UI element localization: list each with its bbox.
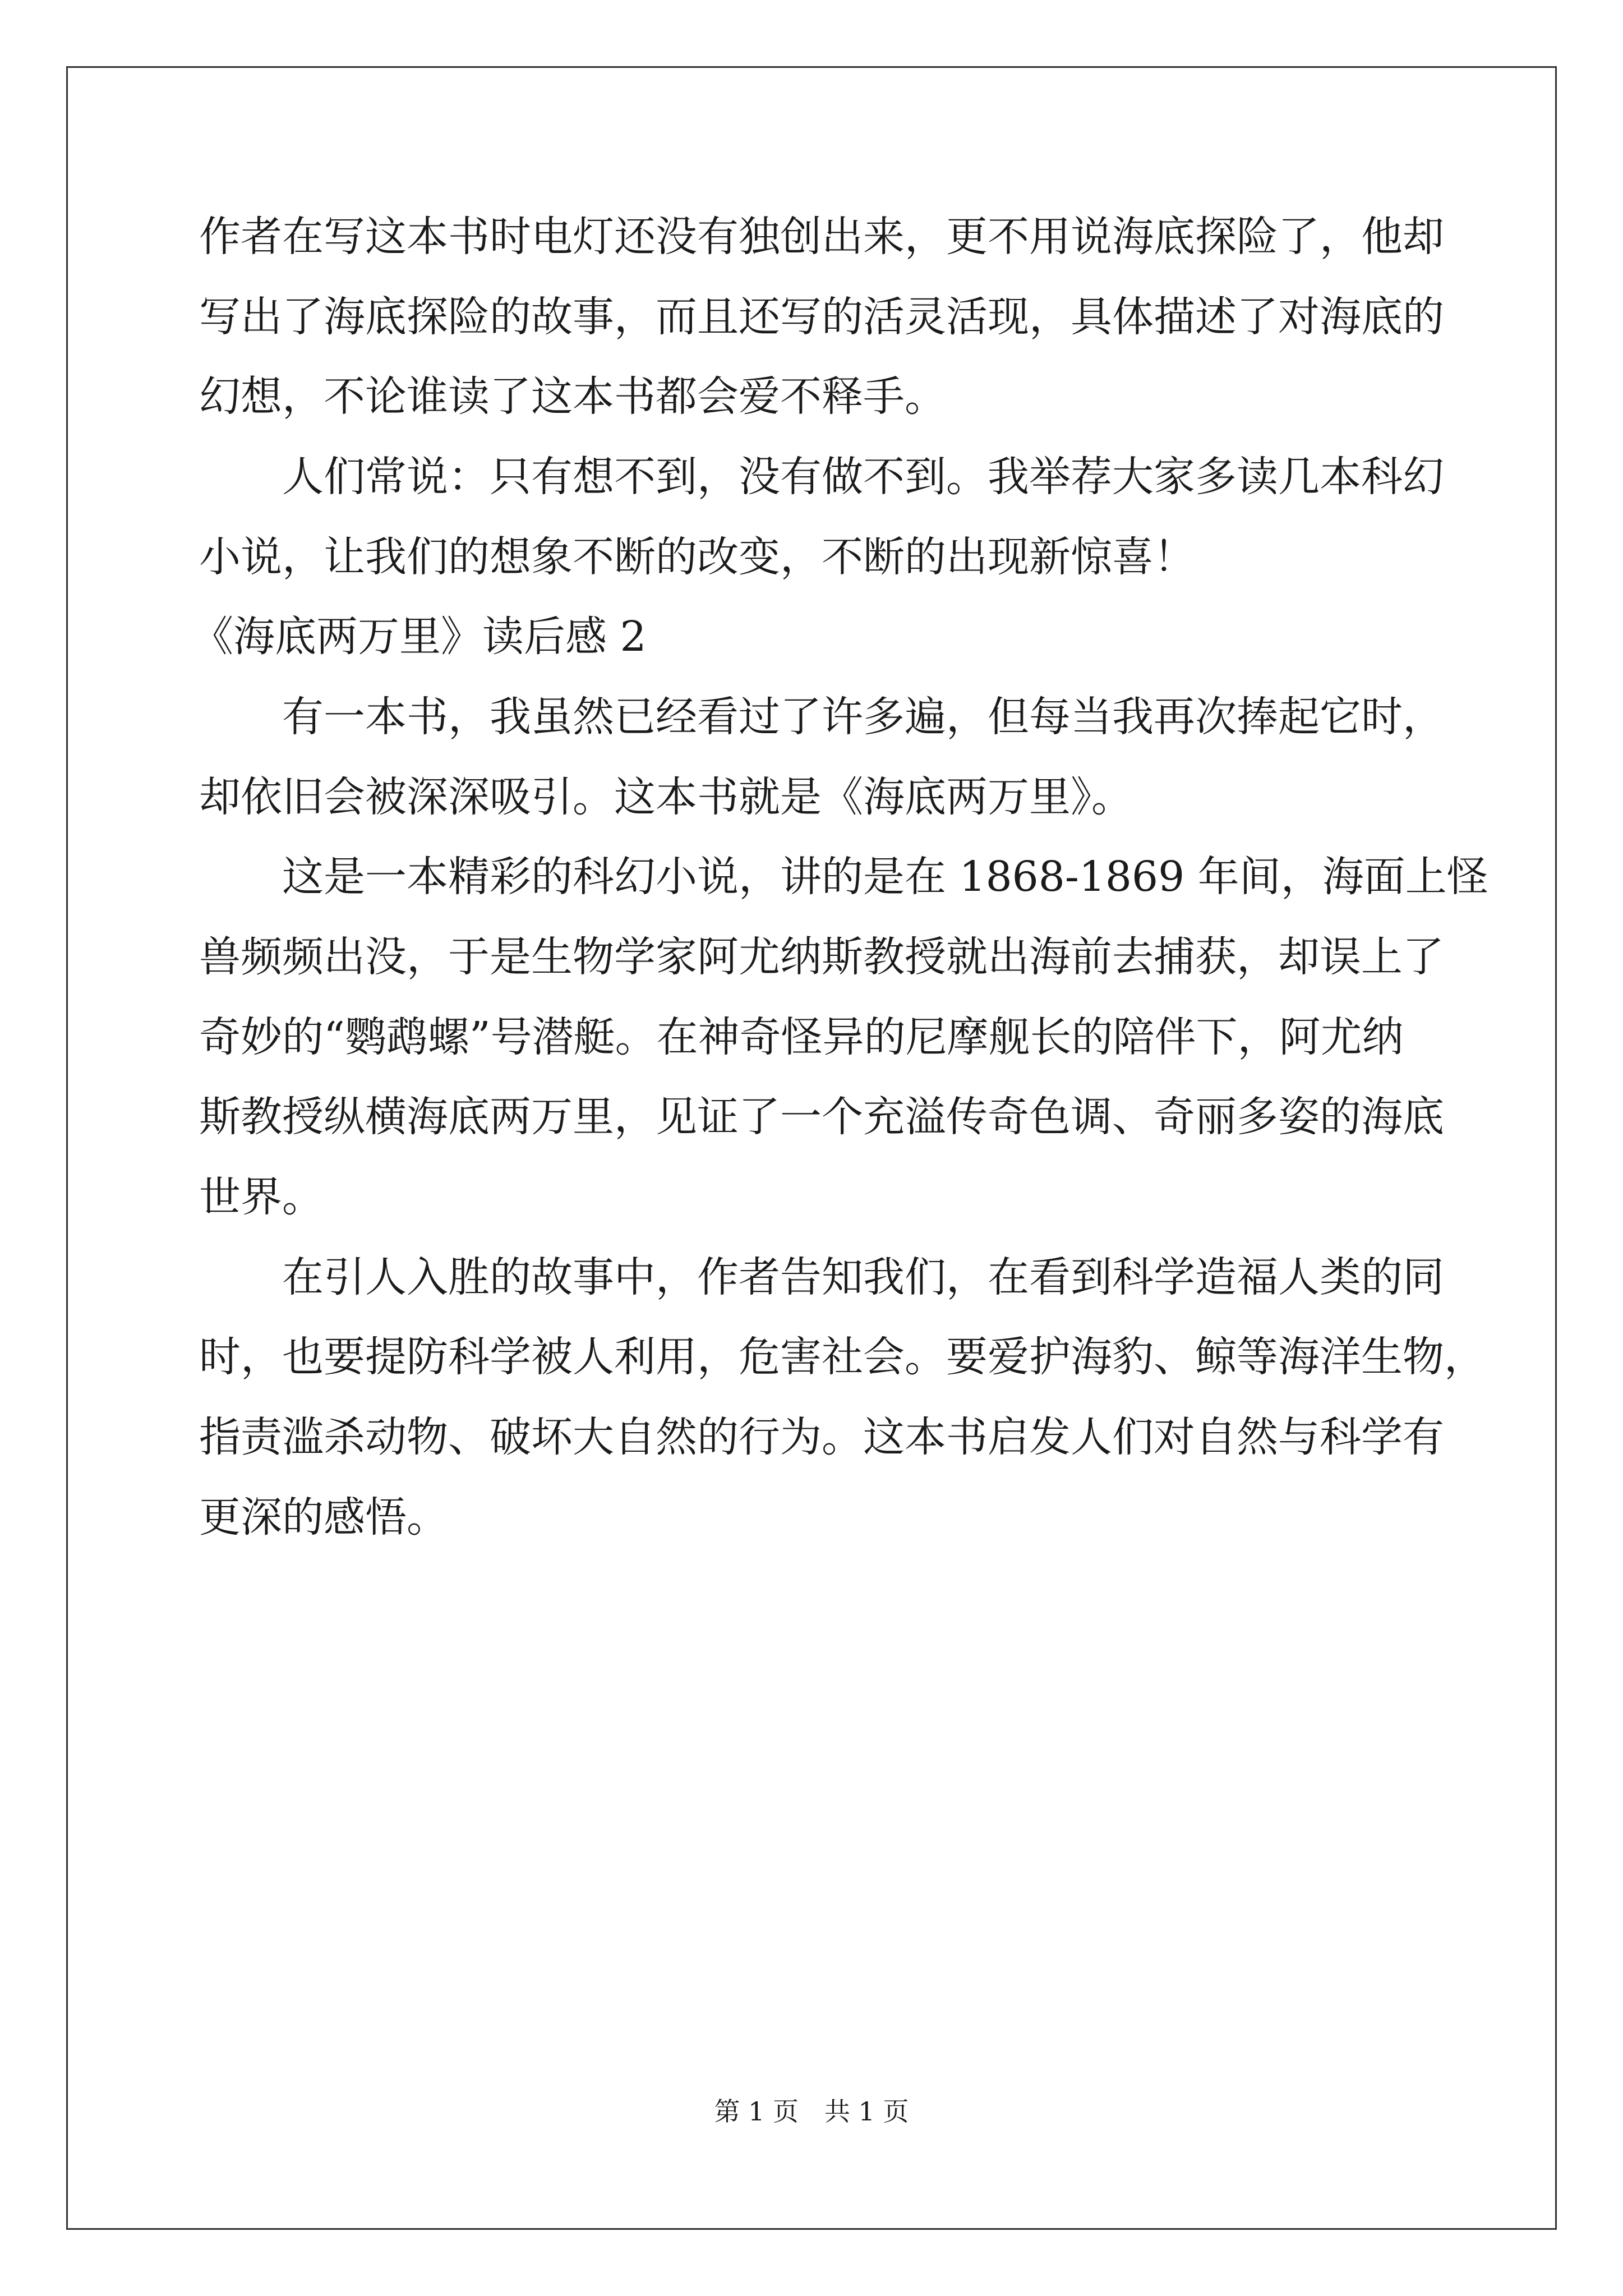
text-line: 奇妙的“鹦鹉螺”号潜艇。在神奇怪异的尼摩舰长的陪伴下，阿尤纳: [199, 1013, 1404, 1061]
text-line: 兽频频出没，于是生物学家阿尤纳斯教授就出海前去捕获，却误上了: [199, 933, 1444, 981]
text-line: 这是一本精彩的科幻小说，讲的是在 1868-1869 年间，海面上怪: [282, 853, 1488, 901]
text-line: 世界。: [199, 1173, 324, 1221]
text-line: 却依旧会被深深吸引。这本书就是《海底两万里》。: [199, 773, 1133, 821]
text-line: 在引人入胜的故事中，作者告知我们，在看到科学造福人类的同: [282, 1253, 1444, 1301]
text-line: 斯教授纵横海底两万里，见证了一个充溢传奇色调、奇丽多姿的海底: [199, 1093, 1444, 1141]
page-number-footer: 第 1 页 共 1 页: [714, 2096, 909, 2127]
section-heading: 《海底两万里》读后感 2: [192, 613, 647, 661]
text-line: 更深的感悟。: [199, 1493, 448, 1542]
text-line: 写出了海底探险的故事，而且还写的活灵活现，具体描述了对海底的: [199, 293, 1444, 341]
text-line: 指责滥杀动物、破坏大自然的行为。这本书启发人们对自然与科学有: [199, 1413, 1444, 1461]
text-line: 作者在写这本书时电灯还没有独创出来，更不用说海底探险了，他却: [199, 213, 1444, 261]
text-line: 小说，让我们的想象不断的改变，不断的出现新惊喜！: [199, 533, 1195, 581]
text-line: 人们常说：只有想不到，没有做不到。我举荐大家多读几本科幻: [282, 453, 1444, 501]
text-line: 有一本书，我虽然已经看过了许多遍，但每当我再次捧起它时，: [282, 693, 1444, 741]
text-line: 时，也要提防科学被人利用，危害社会。要爱护海豹、鲸等海洋生物，: [199, 1333, 1486, 1381]
text-line: 幻想，不论谁读了这本书都会爱不释手。: [199, 372, 946, 421]
